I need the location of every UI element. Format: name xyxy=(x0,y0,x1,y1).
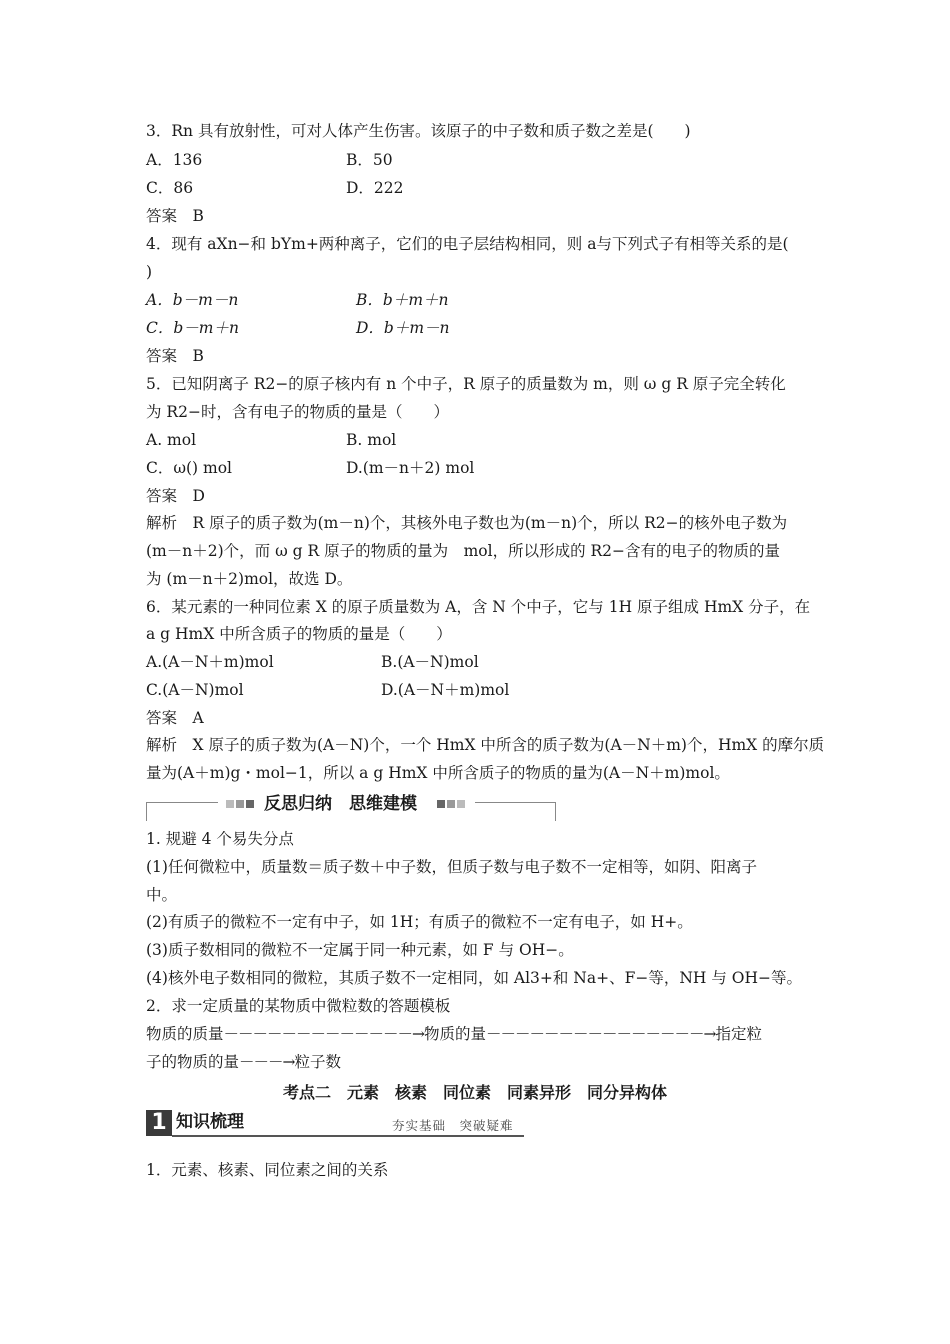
summary-point-2: (2)有质子的微粒不一定有中子，如 1H；有质子的微粒不一定有电子，如 H+。 xyxy=(146,913,693,931)
flow-arrow: －－－－－－－－－－－－－－－→ xyxy=(486,1025,716,1043)
q5-analysis-line1: 解析 R 原子的质子数为(m－n)个，其核外电子数也为(m－n)个，所以 R2−的核外电子数为 xyxy=(146,514,788,532)
q4-option-c: C．b－m＋n xyxy=(146,319,239,337)
final-heading: 1．元素、核素、同位素之间的关系 xyxy=(146,1161,389,1179)
square-icon xyxy=(447,800,455,808)
summary-point-3: (3)质子数相同的微粒不一定属于同一种元素，如 F 与 OH−。 xyxy=(146,941,574,959)
q3-option-b: B．50 xyxy=(346,151,393,169)
q5-stem-line2: 为 R2−时，含有电子的物质的量是（ ） xyxy=(146,403,449,421)
q4-option-b: B．b＋m＋n xyxy=(356,291,449,309)
flow-term-specified: 指定粒 xyxy=(715,1025,763,1043)
q3-stem: 3．Rn 具有放射性，可对人体产生伤害。该原子的中子数和质子数之差是( ) xyxy=(146,122,691,140)
q6-option-d: D.(A－N＋m)mol xyxy=(381,681,510,699)
summary-point-1a: (1)任何微粒中，质量数＝质子数＋中子数，但质子数与电子数不一定相等，如阴、阳离子 xyxy=(146,858,757,876)
q6-analysis-line1: 解析 X 原子的质子数为(A－N)个，一个 HmX 中所含的质子数为(A－N＋m)个，HmX 的摩尔质 xyxy=(146,736,825,754)
q6-stem-line2: a g HmX 中所含质子的物质的量是（ ） xyxy=(146,625,452,643)
q6-stem-line1: 6．某元素的一种同位素 X 的原子质量数为 A，含 N 个中子，它与 1H 原子组成 HmX 分子，在 xyxy=(146,598,811,616)
flow-arrow: －－－→ xyxy=(239,1053,295,1071)
q4-option-a: A．b－m－n xyxy=(146,291,239,309)
summary-heading-2: 2．求一定质量的某物质中微粒数的答题模板 xyxy=(146,997,451,1015)
square-icon xyxy=(226,800,234,808)
q5-analysis-line2: (m－n＋2)个，而 ω g R 原子的物质的量为 mol，所以形成的 R2−含有的电子的物质的量 xyxy=(146,542,781,560)
flow-term-amount: 物质的量 xyxy=(424,1025,487,1043)
flow-term-particle-count: 粒子数 xyxy=(294,1053,342,1071)
square-icon xyxy=(427,800,435,808)
q5-option-a: A. mol xyxy=(146,431,197,449)
q6-analysis-line2: 量为(A＋m)g・mol−1，所以 a g HmX 中所含质子的物质的量为(A－N＋m)mol。 xyxy=(146,764,730,782)
q6-option-c: C.(A－N)mol xyxy=(146,681,244,699)
q4-stem-line2: ) xyxy=(146,263,153,281)
knowledge-label: 知识梳理 xyxy=(176,1112,244,1132)
banner-title xyxy=(218,793,475,815)
q5-option-b: B. mol xyxy=(346,431,397,449)
summary-heading-1: 1. 规避 4 个易失分点 xyxy=(146,830,294,848)
q4-stem-line1: 4．现有 aXn−和 bYm+两种离子，它们的电子层结构相同，则 a与下列式子有相等关系的是( xyxy=(146,235,789,253)
square-icon xyxy=(246,800,254,808)
q4-option-d: D．b＋m－n xyxy=(356,319,450,337)
summary-point-1b: 中。 xyxy=(146,886,178,904)
q6-option-b: B.(A－N)mol xyxy=(381,653,479,671)
q3-option-d: D．222 xyxy=(346,179,404,197)
q3-option-a: A．136 xyxy=(146,151,203,169)
q5-analysis-line3: 为 (m－n＋2)mol，故选 D。 xyxy=(146,570,353,588)
square-icon xyxy=(236,800,244,808)
q4-answer: 答案 B xyxy=(146,347,204,365)
q6-answer: 答案 A xyxy=(146,709,204,727)
reflection-banner xyxy=(146,793,556,821)
knowledge-number: 1 xyxy=(146,1110,172,1136)
q5-answer: 答案 D xyxy=(146,487,205,505)
banner-title-text: 反思归纳 思维建模 xyxy=(264,794,417,814)
knowledge-subtitle: 夯实基础 突破疑难 xyxy=(392,1118,514,1133)
q5-stem-line1: 5．已知阴离子 R2−的原子核内有 n 个中子，R 原子的质量数为 m，则 ω g R 原子完全转化 xyxy=(146,375,786,393)
square-icon xyxy=(457,800,465,808)
section-title: 考点二 元素 核素 同位素 同素异形 同分异构体 xyxy=(282,1083,667,1102)
flow-term-particle-amount: 子的物质的量 xyxy=(146,1053,240,1071)
template-flow-line1 xyxy=(146,1024,762,1044)
knowledge-bar xyxy=(146,1110,524,1136)
flow-arrow: －－－－－－－－－－－－－→ xyxy=(223,1025,425,1043)
template-flow-line2 xyxy=(146,1052,341,1072)
flow-term-mass: 物质的质量 xyxy=(146,1025,224,1043)
square-icon xyxy=(437,800,445,808)
q5-option-d: D.(m－n＋2) mol xyxy=(346,459,475,477)
q5-option-c: C．ω() mol xyxy=(146,459,233,477)
summary-point-4: (4)核外电子数相同的微粒，其质子数不一定相同，如 Al3+和 Na+、F−等，NH 与 OH−等。 xyxy=(146,969,802,987)
q3-option-c: C．86 xyxy=(146,179,194,197)
q3-answer: 答案 B xyxy=(146,207,204,225)
q6-option-a: A.(A－N＋m)mol xyxy=(146,653,274,671)
knowledge-underline xyxy=(172,1135,524,1137)
